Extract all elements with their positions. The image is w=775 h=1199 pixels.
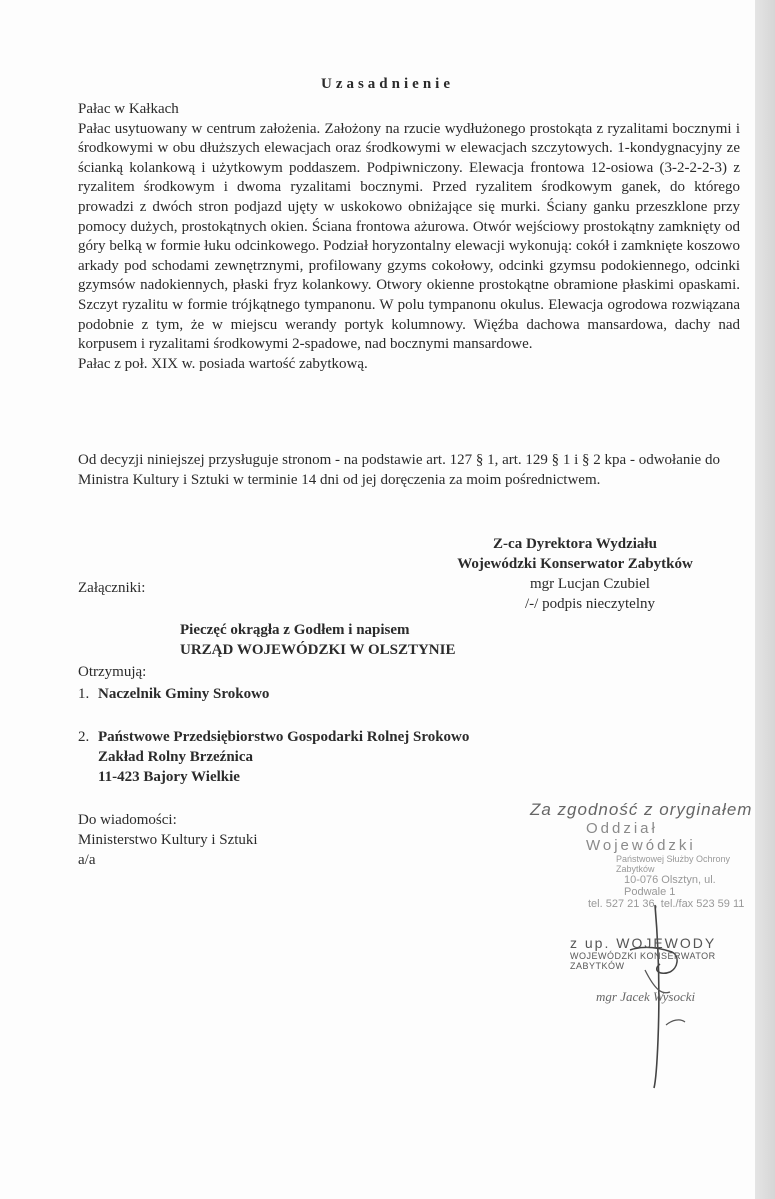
recipient-address: 11-423 Bajory Wielkie xyxy=(98,769,240,785)
signature-block xyxy=(430,534,720,614)
seal-description xyxy=(180,620,456,660)
document-title: Uzasadnienie xyxy=(320,76,454,92)
stamp-line-4: 10-076 Olsztyn, ul. Podwale 1 xyxy=(624,874,716,898)
page-edge xyxy=(755,0,775,1199)
stamp-line-1: Za zgodność z oryginałem xyxy=(530,800,753,819)
notify-block xyxy=(78,810,258,870)
stamp-sign-line-2: WOJEWÓDZKI KONSERWATOR ZABYTKÓW xyxy=(570,951,716,971)
stamp-line-2: Oddział Wojewódzki xyxy=(586,820,696,854)
recipient-unit: Zakład Rolny Brzeźnica xyxy=(98,749,254,765)
seal-line-1: Pieczęć okrągła z Godłem i napisem xyxy=(180,622,410,638)
stamp-sign-line-1: z up. WOJEWODY xyxy=(570,935,717,951)
seal-line-2: URZĄD WOJEWÓDZKI W OLSZTYNIE xyxy=(180,642,456,658)
signature-name: mgr Lucjan Czubiel xyxy=(530,576,650,592)
appeal-notice: Od decyzji niniejszej przysługuje stronom - na podstawie art. 127 § 1, art. 129 § 1 i § 2 kpa - odwołanie do Ministra Kultury i Sztuki w terminie 14 dni od jej doręczenia za moim pośrednictwem. xyxy=(78,452,720,488)
recipient-number: 2. xyxy=(78,729,90,745)
recipient-item xyxy=(78,727,469,787)
notify-ministry: Ministerstwo Kultury i Sztuki xyxy=(78,832,258,848)
certified-copy-stamp xyxy=(530,800,760,910)
notify-label: Do wiadomości: xyxy=(78,812,177,828)
stamp-line-3: Państwowej Służby Ochrony Zabytków xyxy=(616,854,731,874)
signature-title: Z-ca Dyrektora Wydziału xyxy=(493,536,657,552)
attachments-label: Załączniki: xyxy=(78,580,146,596)
recipient-name: Naczelnik Gminy Srokowo xyxy=(98,686,270,702)
stamp-sign-line-3: mgr Jacek Wysocki xyxy=(596,989,696,1004)
stamp-line-5: tel. 527 21 36, tel./fax 523 59 11 xyxy=(588,898,745,910)
recipient-number: 1. xyxy=(78,686,90,702)
paragraph-heading: Pałac w Kałkach xyxy=(78,101,179,117)
signature-role: Wojewódzki Konserwator Zabytków xyxy=(457,556,693,572)
recipient-item xyxy=(78,684,269,704)
notify-abbrev: a/a xyxy=(78,852,96,868)
justification-body xyxy=(78,100,740,374)
paragraph-description: Pałac usytuowany w centrum założenia. Założony na rzucie wydłużonego prostokąta z ryzalitami bocznymi i środkowymi w obu dłuższych elewacjach oraz środkowymi w elewacjach szczytowych. 1-kondygnacyjny ze ścianką kolankową i użytkowym poddaszem. Podpiwniczony. Elewacja frontowa 12-osiowa (3-2-2-2-3) z ryzalitem środkowym i dwoma ryzalitami bocznymi. Przed ryzalitem środkowym ganek, do którego prowadzi z dwóch stron podjazd ujęty w uskokowo obniżające się murki. Ściany ganku przeszklone przy pomocy dużych, prostokątnych okien. Ściana frontowa ażurowa. Otwór wejściowy prostokątny zamknięty od góry belką w formie łuku odcinkowego. Podział horyzontalny elewacji wykonują: cokół i zamknięte koszowo arkady pod schodami zewnętrznymi, profilowany gzyms cokołowy, odcinki gzymsu podokiennego, odcinki gzymsów nadokiennych, płaski fryz kolankowy. Otwory okienne prostokątne obramione płaskimi opaskami. Szczyt ryzalitu w formie trójkątnego tympanonu. W polu tympanonu okulus. Elewacja ogrodowa rozwiązana podobnie z tym, że w miejscu werandy portyk kolumnowy. Więźba dachowa mansardowa, dachy nad korpusem i ryzalitami środkowymi 2-spadowe, nad bocznymi mansardowe. xyxy=(78,120,740,353)
signature-note: /-/ podpis nieczytelny xyxy=(525,596,655,612)
recipients-label: Otrzymują: xyxy=(78,664,147,680)
recipient-name: Państwowe Przedsiębiorstwo Gospodarki Rolnej Srokowo xyxy=(98,729,470,745)
signature-stamp xyxy=(570,935,765,1005)
paragraph-conclusion: Pałac z poł. XIX w. posiada wartość zabytkową. xyxy=(78,355,368,372)
